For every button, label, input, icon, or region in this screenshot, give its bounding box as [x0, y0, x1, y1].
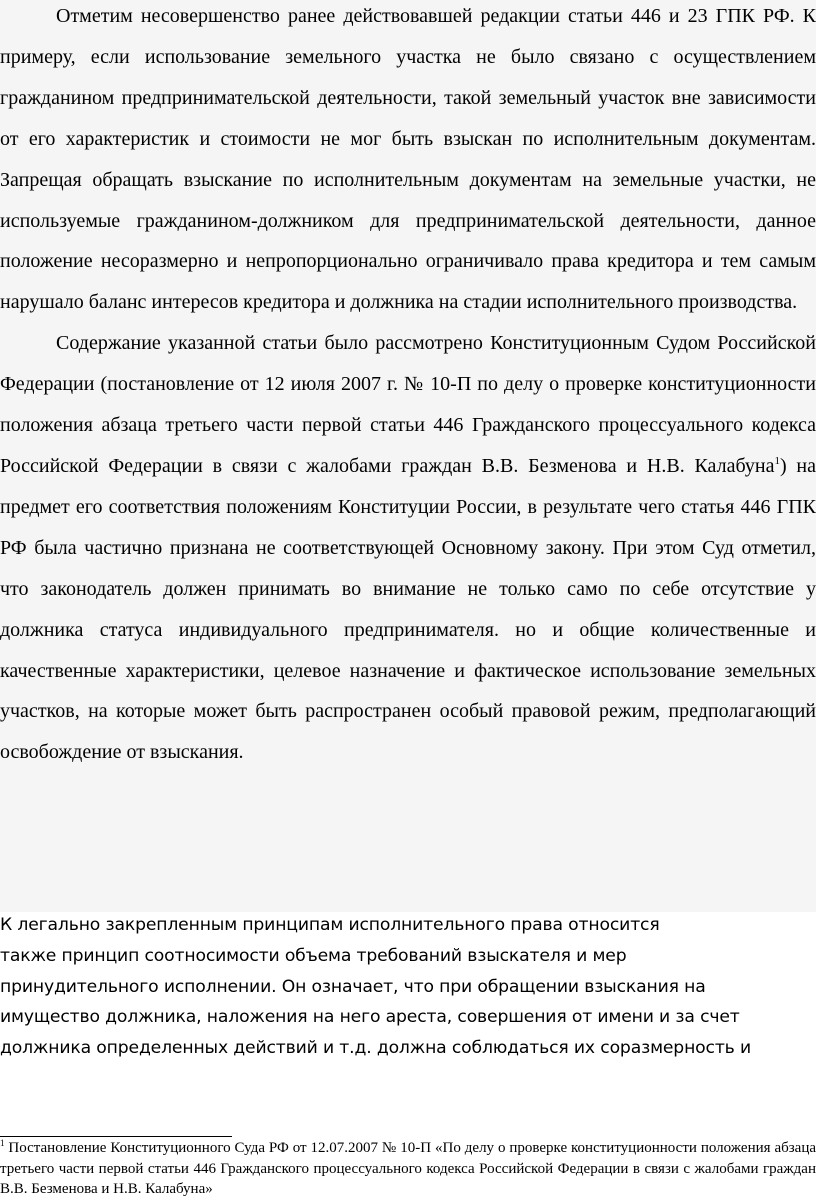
- pasted-line: также принцип соотносимости объема требований взыскателя и мер: [0, 945, 627, 966]
- pasted-line: принудительного исполнении. Он означает, что при обращении взыскания на: [0, 976, 706, 997]
- footnote: [0, 1138, 816, 1200]
- pasted-line: К легально закрепленным принципам исполнительного права относится: [0, 915, 660, 935]
- paragraph-2: [0, 323, 816, 773]
- paragraph-2-text-start: Содержание указанной статьи было рассмотрено Конституционным Судом Российской Федерации (постановление от 12 июля 2007 г. № 10-П по делу о проверке конституционности положения абзаца третьего части первой статьи 446 Гражданского процессуального кодекса Российской Федерации в связи с жалобами граждан В.В. Безменова и Н.В. Калабуна: [0, 332, 816, 477]
- pasted-line: должника определенных действий и т.д. должна соблюдаться их соразмерность и: [0, 1038, 751, 1059]
- footnote-separator: [0, 1136, 232, 1137]
- paragraph-1: Отметим несовершенство ранее действовавшей редакции статьи 446 и 23 ГПК РФ. К примеру, если использование земельного участка не было связано с осуществлением гражданином предпринимательской деятельности, такой земельный участок вне зависимости от его характеристик и стоимости не мог быть взыскан по исполнительным документам. Запрещая обращать взыскание по исполнительным документам на земельные участки, не используемые гражданином-должником для предпринимательской деятельности, данное положение несоразмерно и непропорционально ограничивало права кредитора и тем самым нарушало баланс интересов кредитора и должника на стадии исполнительного производства.: [0, 5, 816, 314]
- footnote-text: Постановление Конституционного Суда РФ от 12.07.2007 № 10-П «По делу о проверке конституционности положения абзаца третьего части первой статьи 446 Гражданского процессуального кодекса Российской Федерации в связи с жалобами граждан В.В. Безменова и Н.В. Калабуна»: [0, 1140, 816, 1197]
- footnote-mark: 1: [0, 1138, 5, 1148]
- footnote-ref-mark[interactable]: 1: [774, 454, 780, 467]
- pasted-text-block: [0, 910, 816, 1064]
- pasted-line: имущество должника, наложения на него ареста, совершения от имени и за счет: [0, 1007, 740, 1028]
- paragraph-2-text-end: ) на предмет его соответствия положениям Конституции России, в результате чего статья 446 ГПК РФ была частично признана не соответствующей Основному закону. При этом Суд отметил, что законодатель должен принимать во внимание не только само по себе отсутствие у должника статуса индивидуального предпринимателя. но и общие количественные и качественные характеристики, целевое назначение и фактическое использование земельных участков, на которые может быть распространен особый правовой режим, предполагающий освобождение от взыскания.: [0, 454, 816, 764]
